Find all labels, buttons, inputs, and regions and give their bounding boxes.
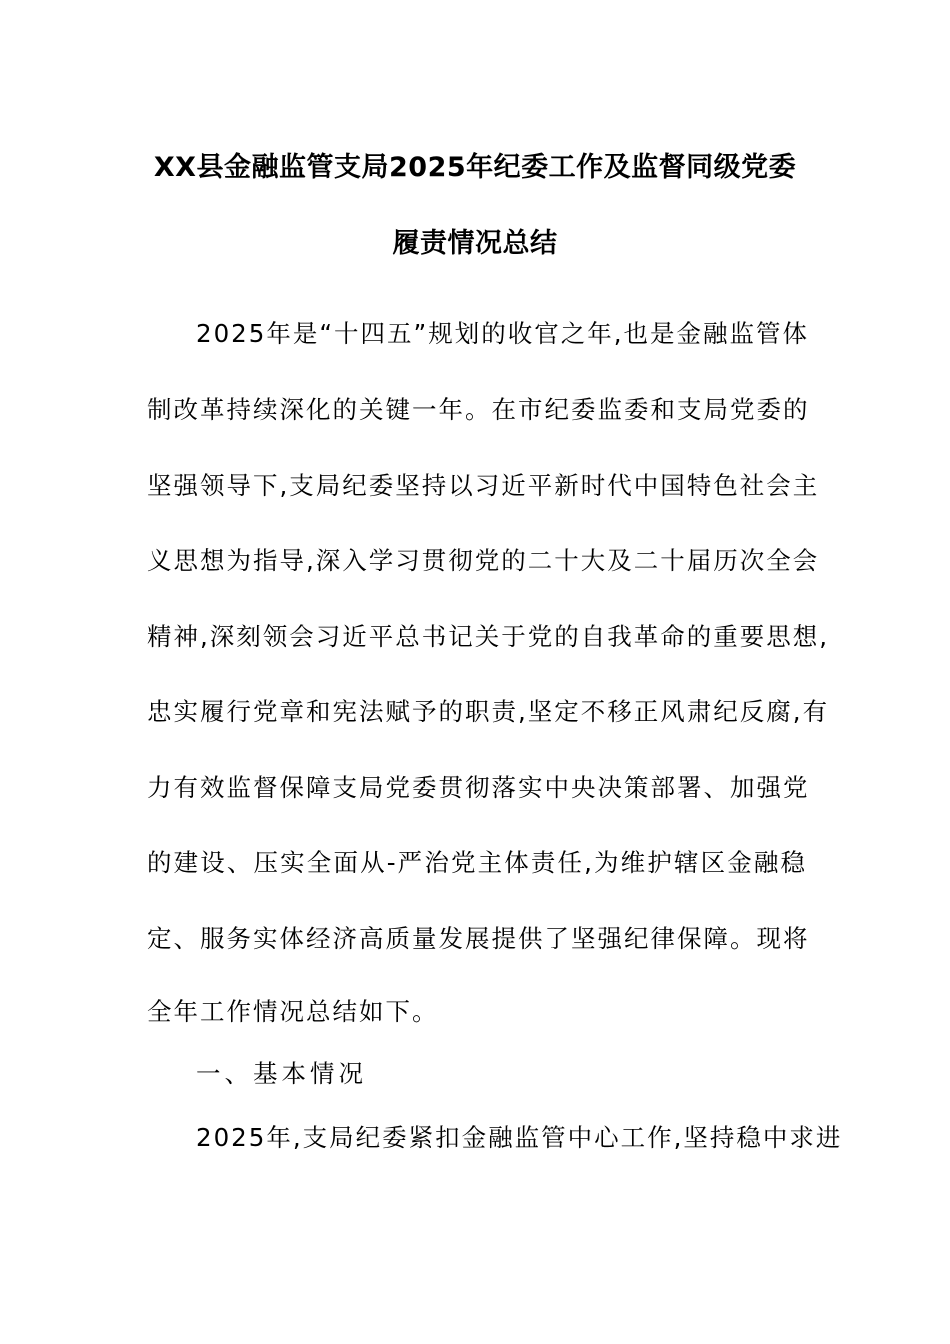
section-heading: 一、基本情况 (196, 1059, 367, 1088)
paragraph-line: 定、服务实体经济高质量发展提供了坚强纪律保障。现将 (147, 924, 810, 953)
document-title-line-1: XX县金融监管支局2025年纪委工作及监督同级党委 (153, 152, 797, 183)
paragraph-line: 的建设、压实全面从-严治党主体责任,为维护辖区金融稳 (147, 848, 807, 877)
paragraph-line: 忠实履行党章和宪法赋予的职责,坚定不移正风肃纪反腐,有 (147, 697, 830, 726)
paragraph-line: 制改革持续深化的关键一年。在市纪委监委和支局党委的 (147, 395, 810, 424)
paragraph-line: 坚强领导下,支局纪委坚持以习近平新时代中国特色社会主 (147, 471, 820, 500)
paragraph-line: 力有效监督保障支局党委贯彻落实中央决策部署、加强党 (147, 773, 810, 802)
document-title-line-2: 履责情况总结 (392, 228, 558, 259)
paragraph-line: 精神,深刻领会习近平总书记关于党的自我革命的重要思想, (147, 622, 830, 651)
paragraph-line: 2025年,支局纪委紧扣金融监管中心工作,坚持稳中求进 (196, 1123, 843, 1152)
paragraph-line: 义思想为指导,深入学习贯彻党的二十大及二十届历次全会 (147, 546, 820, 575)
paragraph-line: 2025年是“十四五”规划的收官之年,也是金融监管体 (196, 319, 810, 348)
paragraph-line: 全年工作情况总结如下。 (147, 997, 439, 1026)
